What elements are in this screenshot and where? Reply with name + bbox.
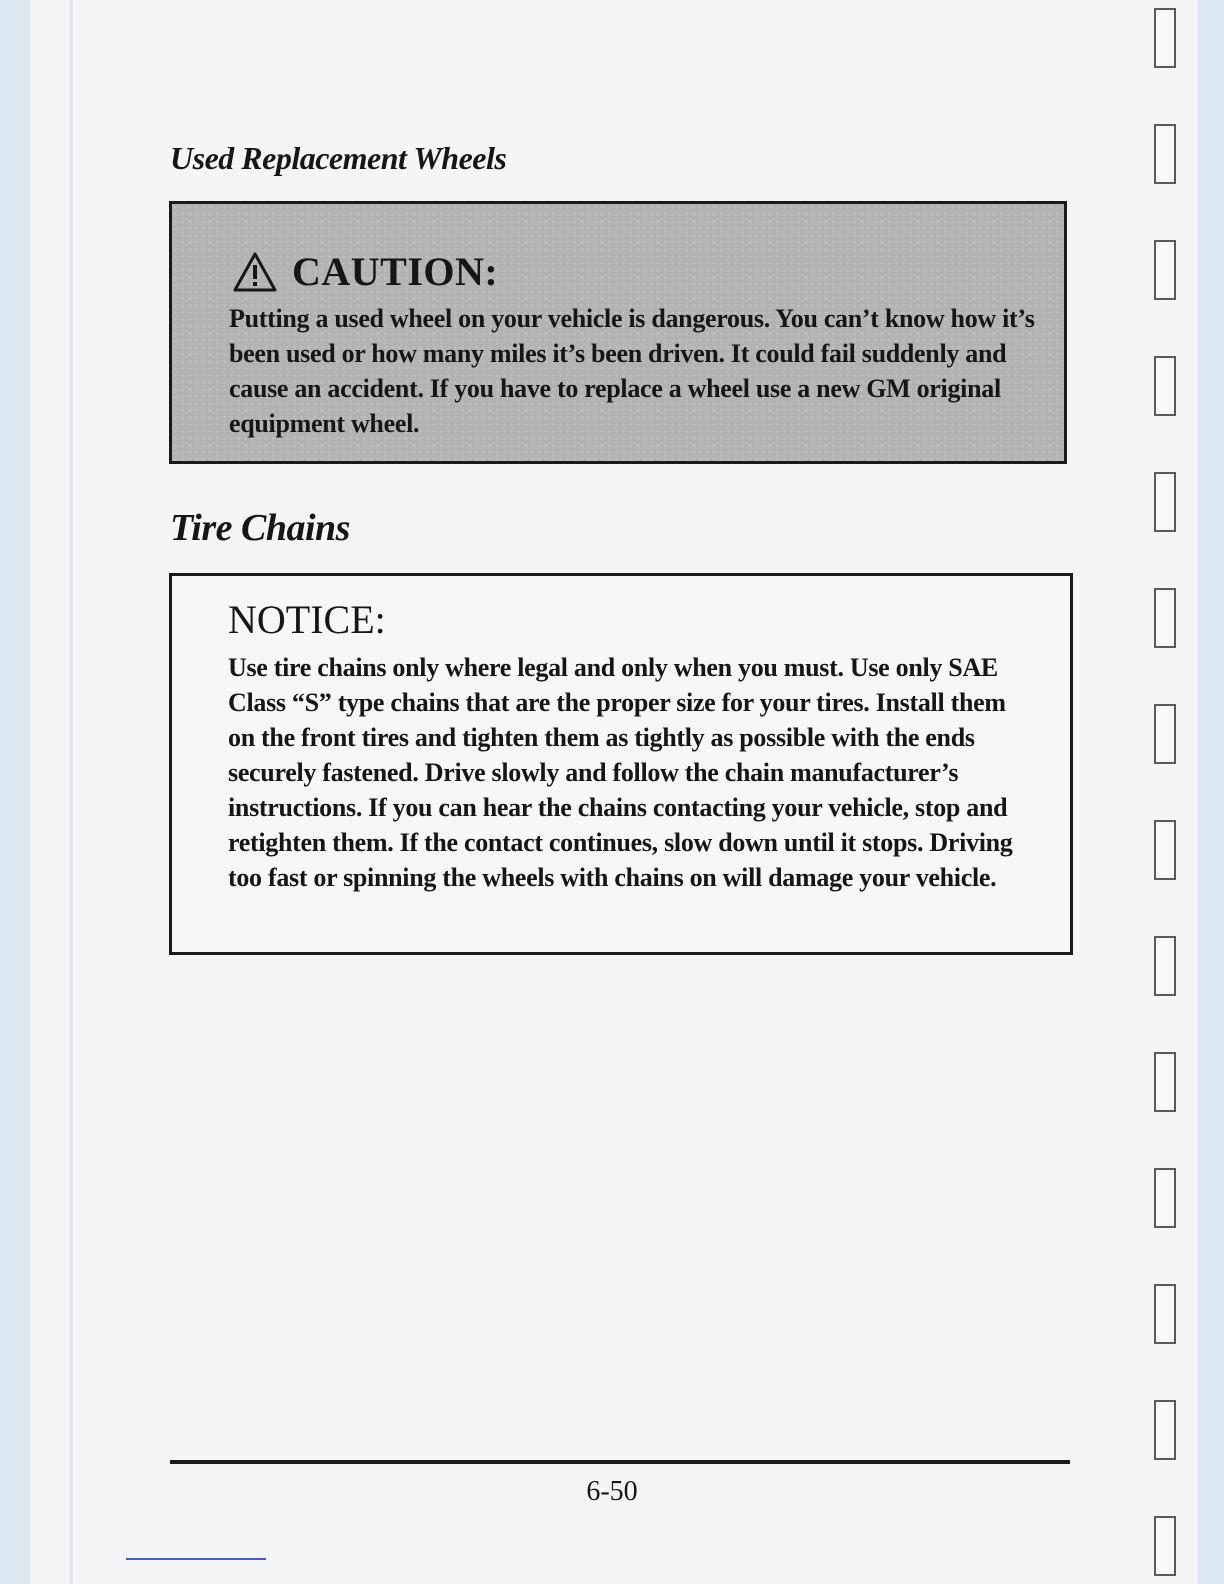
index-tab [1154,1516,1176,1576]
index-tab [1154,8,1176,68]
used-replacement-wheels-heading: Used Replacement Wheels [170,140,507,176]
caution-title: CAUTION: [292,249,499,294]
index-tab [1154,472,1176,532]
index-tab [1154,356,1176,416]
caution-box [169,201,1067,464]
tire-chains-heading: Tire Chains [170,507,350,549]
index-tab [1154,1168,1176,1228]
index-tab [1154,124,1176,184]
index-tab [1154,820,1176,880]
notice-title: NOTICE: [228,597,386,642]
index-tab [1154,704,1176,764]
left-margin-rule [70,0,73,1584]
index-tab [1154,1052,1176,1112]
index-tab [1154,240,1176,300]
caution-text: Putting a used wheel on your vehicle is dangerous. You can’t know how it’s been used or how many miles it’s been driven. It could fail suddenly and cause an accident. If you have to replace a wheel use a new GM original equipment wheel. [229,304,1035,438]
link-underline [126,1558,266,1560]
footer-rule [170,1460,1070,1464]
index-tab [1154,1400,1176,1460]
page-number: 6-50 [586,1476,638,1507]
index-tab [1154,588,1176,648]
notice-text: Use tire chains only where legal and only when you must. Use only SAE Class “S” type chains that are the proper size for your tires. Install them on the front tires and tighten them as tightly as possible with the ends securely fastened. Drive slowly and follow the chain manufacturer’s instructions. If you can hear the chains contacting your vehicle, stop and retighten them. If the contact continues, slow down until it stops. Driving too fast or spinning the wheels with chains on will damage your vehicle. [228,653,1013,892]
warning-triangle-icon [232,251,278,293]
index-tab [1154,1284,1176,1344]
index-tab [1154,936,1176,996]
notice-box [169,573,1073,955]
right-margin-strip [1198,0,1224,1584]
left-margin-strip [0,0,30,1584]
caution-header [232,248,498,295]
